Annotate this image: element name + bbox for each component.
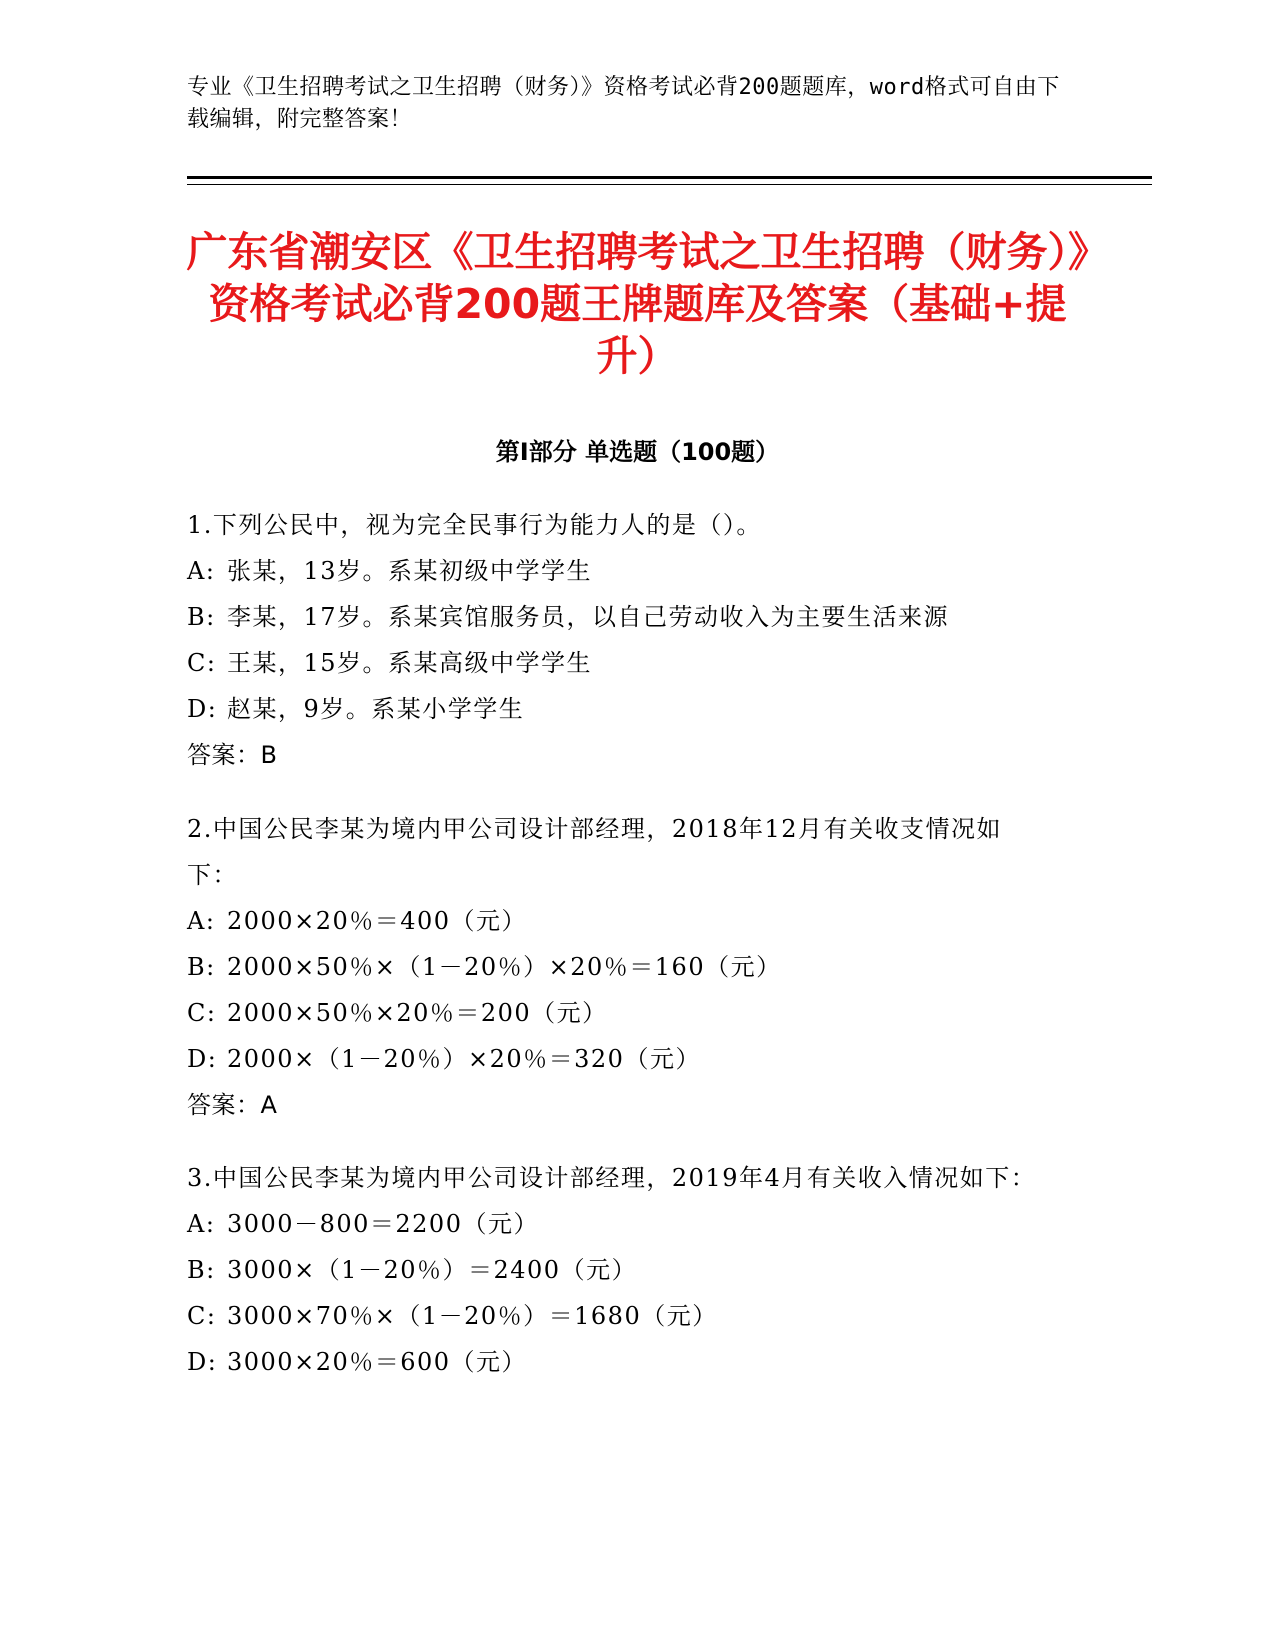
option-text: 李某，17岁。系某宾馆服务员，以自己劳动收入为主要生活来源	[227, 603, 950, 631]
option-text: 王某，15岁。系某高级中学学生	[227, 649, 593, 677]
question-stem: 2.中国公民李某为境内甲公司设计部经理，2018年12月有关收支情况如下：	[187, 815, 1003, 889]
header-note: 专业《卫生招聘考试之卫生招聘（财务）》资格考试必背200题题库，word格式可自由下载编辑，附完整答案！	[187, 75, 1060, 132]
option-letter: D:	[187, 1348, 218, 1376]
document-title: 广东省潮安区《卫生招聘考试之卫生招聘（财务）》资格考试必背200题王牌题库及答案（基础+提升）	[186, 228, 1089, 380]
question-stem: 3.中国公民李某为境内甲公司设计部经理，2019年4月有关收入情况如下：	[187, 1164, 1037, 1192]
option-letter: B:	[187, 1256, 216, 1284]
question-1	[187, 502, 1087, 778]
option-b	[187, 944, 1087, 990]
option-text: 2000×50％×20％＝200（元）	[227, 999, 608, 1027]
option-text: 张某，13岁。系某初级中学学生	[227, 557, 593, 585]
option-letter: D:	[187, 695, 218, 723]
option-b	[187, 1247, 1087, 1293]
option-text: 3000×（1－20％）＝2400（元）	[227, 1256, 638, 1284]
option-text: 3000－800＝2200（元）	[227, 1210, 539, 1238]
option-d	[187, 1036, 1087, 1082]
option-text: 3000×70％×（1－20％）＝1680（元）	[227, 1302, 718, 1330]
option-letter: D:	[187, 1045, 218, 1073]
answer-line: 答案：A	[187, 1091, 278, 1119]
option-a	[187, 1201, 1087, 1247]
option-c	[187, 990, 1087, 1036]
option-letter: C:	[187, 649, 217, 677]
option-d	[187, 1339, 1087, 1385]
option-text: 赵某，9岁。系某小学学生	[227, 695, 525, 723]
option-c	[187, 640, 1087, 686]
option-letter: B:	[187, 953, 216, 981]
option-text: 3000×20％＝600（元）	[227, 1348, 528, 1376]
answer-line: 答案：B	[187, 741, 278, 769]
option-letter: A:	[187, 557, 216, 585]
option-letter: C:	[187, 999, 217, 1027]
option-d	[187, 686, 1087, 732]
option-c	[187, 1293, 1087, 1339]
question-2	[187, 806, 1087, 1128]
option-a	[187, 548, 1087, 594]
section-title: 第Ⅰ部分 单选题（100题）	[495, 438, 780, 466]
option-letter: B:	[187, 603, 216, 631]
option-a	[187, 898, 1087, 944]
option-text: 2000×20％＝400（元）	[227, 907, 528, 935]
header-rule-thick	[187, 176, 1152, 179]
header-rule-thin	[187, 184, 1152, 185]
option-text: 2000×（1－20％）×20％＝320（元）	[227, 1045, 701, 1073]
question-3	[187, 1155, 1087, 1385]
option-text: 2000×50％×（1－20％）×20％＝160（元）	[227, 953, 782, 981]
question-stem: 1.下列公民中，视为完全民事行为能力人的是（）。	[187, 511, 762, 539]
option-letter: A:	[187, 907, 216, 935]
option-letter: C:	[187, 1302, 217, 1330]
option-letter: A:	[187, 1210, 216, 1238]
option-b	[187, 594, 1087, 640]
